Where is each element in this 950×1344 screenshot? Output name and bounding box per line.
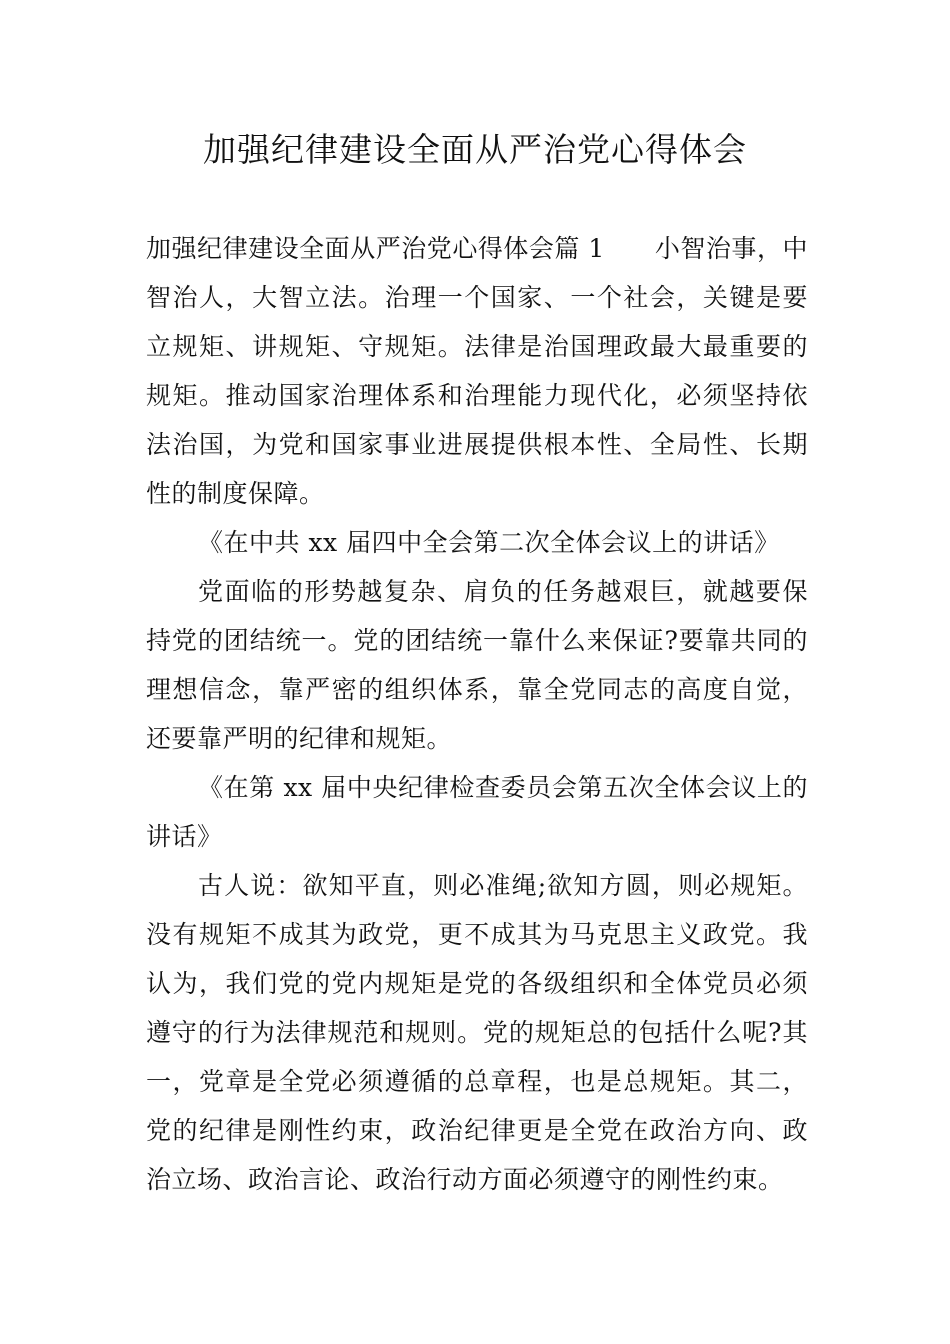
paragraph-5: 古人说：欲知平直，则必准绳;欲知方圆，则必规矩。没有规矩不成其为政党，更不成其为马克思主义政党。我认为，我们党的党内规矩是党的各级组织和全体党员必须遵守的行为法律规范和规则。党的规矩总的包括什么呢?其一，党章是全党必须遵循的总章程，也是总规矩。其二，党的纪律是刚性约束，政治纪律更是全党在政治方向、政治立场、政治言论、政治行动方面必须遵守的刚性约束。 [146,871,808,1194]
document-title: 加强纪律建设全面从严治党心得体会 [203,130,747,169]
paragraph-1-text: 小智治事，中智治人，大智立法。治理一个国家、一个社会，关键是要立规矩、讲规矩、守规矩。法律是治国理政最大最重要的规矩。推动国家治理体系和治理能力现代化，必须坚持依法治国，为党和国家事业进展提供根本性、全局性、长期性的制度保障。 [146,234,808,508]
paragraph-4-citation: 《在第 xx 届中央纪律检查委员会第五次全体会议上的讲话》 [146,773,808,851]
paragraph-1-lead: 加强纪律建设全面从严治党心得体会篇 1 [146,234,605,263]
paragraph-3: 党面临的形势越复杂、肩负的任务越艰巨，就越要保持党的团结统一。党的团结统一靠什么来保证?要靠共同的理想信念，靠严密的组织体系，靠全党同志的高度自觉，还要靠严明的纪律和规矩。 [146,577,808,753]
paragraph-1 [146,224,808,518]
document-body [146,224,808,1204]
paragraph-2-citation: 《在中共 xx 届四中全会第二次全体会议上的讲话》 [198,528,780,557]
